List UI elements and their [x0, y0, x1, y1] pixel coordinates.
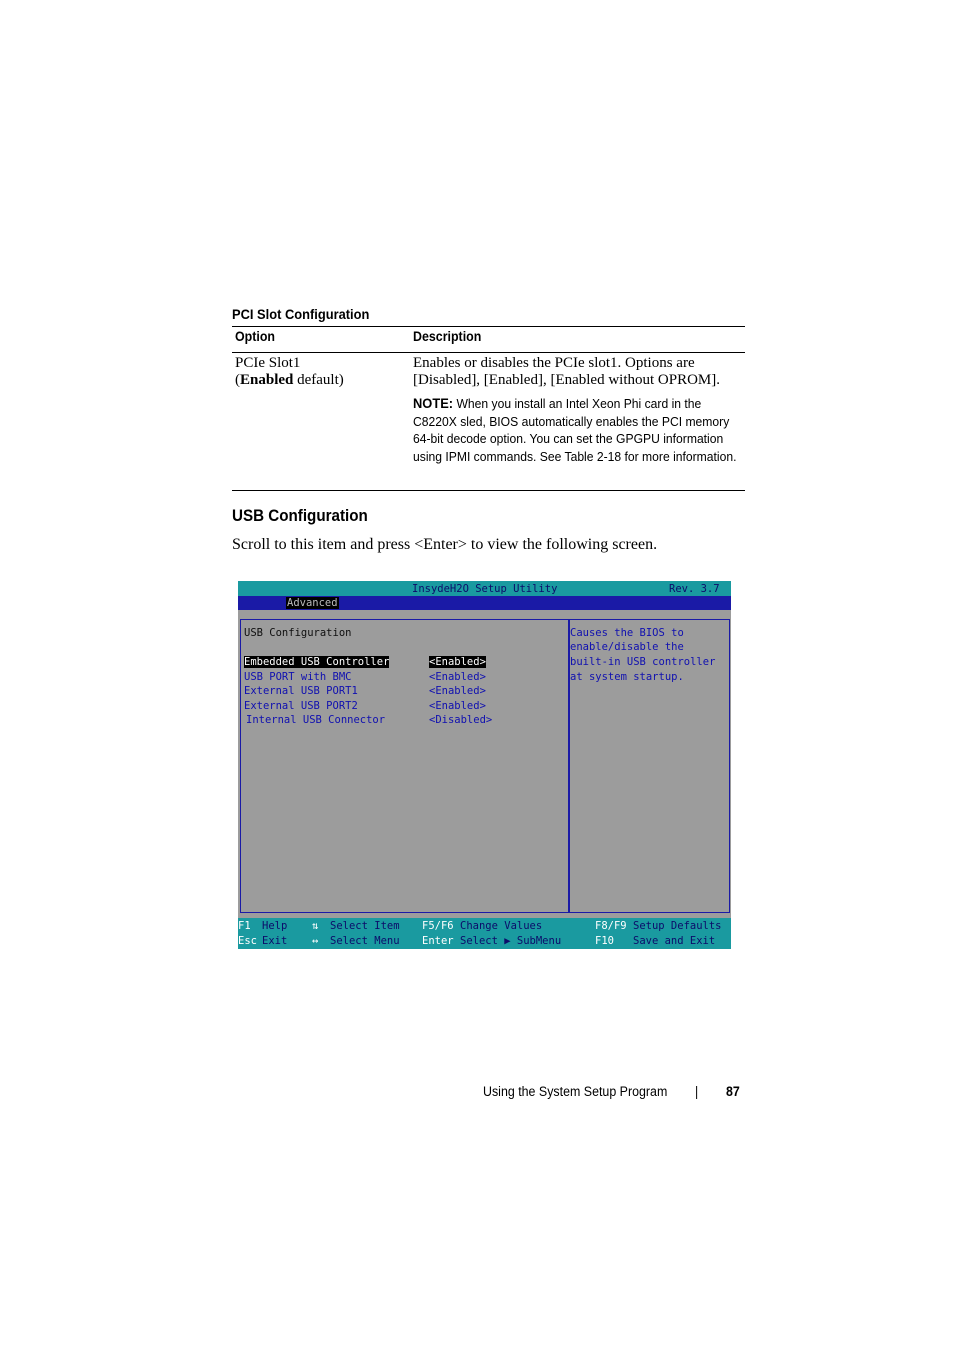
key-exit-label: Exit — [262, 935, 288, 947]
key-f8f9: F8/F9 — [595, 920, 627, 932]
bios-item-label[interactable]: USB PORT with BMC — [244, 671, 352, 683]
bios-screenshot — [238, 581, 731, 949]
note-label: NOTE: — [413, 395, 454, 411]
bios-item-label[interactable]: Embedded USB Controller — [244, 656, 390, 668]
bios-item-value[interactable]: <Enabled> — [429, 685, 486, 697]
option-name: PCIe Slot1 — [235, 355, 301, 371]
bios-help-line: Causes the BIOS to — [570, 627, 684, 639]
footer-separator: | — [695, 1084, 699, 1099]
bios-help-line: built-in USB controller — [570, 656, 716, 668]
bios-item-label[interactable]: External USB PORT2 — [244, 700, 358, 712]
key-esc: Esc — [238, 935, 257, 947]
header-option: Option — [235, 329, 276, 344]
key-f1: F1 — [238, 920, 251, 932]
leftright-arrows-icon: ↔ — [312, 935, 319, 947]
updown-arrows-icon: ⇅ — [312, 920, 319, 932]
bios-title: InsydeH2O Setup Utility — [412, 583, 558, 595]
bios-menu-bar — [238, 596, 731, 610]
key-select-item-label: Select Item — [330, 920, 400, 932]
footer-chapter: Using the System Setup Program — [483, 1084, 668, 1099]
note-block — [413, 395, 741, 465]
table-top-rule — [232, 326, 745, 327]
bios-key-bar — [238, 918, 731, 949]
section-body: Scroll to this item and press <Enter> to view the following screen. — [232, 536, 658, 553]
note-text: When you install an Intel Xeon Phi card in the C8220X sled, BIOS automatically enables the PCI memory 64-bit decode option. You can set the GPGPU information using IPMI commands. See Table 2-18 for more information. — [413, 396, 737, 464]
bios-item-value[interactable]: <Enabled> — [429, 671, 486, 683]
bios-help-line: enable/disable the — [570, 641, 684, 653]
key-select-submenu-label: Select ▶ SubMenu — [460, 935, 562, 947]
table-bottom-rule — [232, 490, 745, 491]
description-cell: Enables or disables the PCIe slot1. Options are [Disabled], [Enabled], [Enabled without OPROM]. — [413, 355, 721, 388]
option-default: (Enabled default) — [235, 372, 344, 388]
key-select-menu-label: Select Menu — [330, 935, 400, 947]
key-help-label: Help — [262, 920, 288, 932]
header-rule — [232, 352, 745, 353]
bios-item-value[interactable]: <Enabled> — [429, 700, 486, 712]
key-f10: F10 — [595, 935, 614, 947]
bios-help-line: at system startup. — [570, 671, 684, 683]
section-heading: USB Configuration — [232, 507, 368, 525]
bios-rev: Rev. 3.7 — [669, 583, 720, 595]
option-cell — [235, 355, 344, 389]
header-description: Description — [413, 329, 482, 344]
key-setup-defaults-label: Setup Defaults — [633, 920, 722, 932]
key-enter: Enter — [422, 935, 454, 947]
bios-panel-title: USB Configuration — [244, 627, 352, 639]
page-number: 87 — [726, 1084, 740, 1099]
bios-item-value[interactable]: <Enabled> — [429, 656, 486, 668]
bios-item-value[interactable]: <Disabled> — [429, 714, 493, 726]
bios-item-label[interactable]: Internal USB Connector — [246, 714, 386, 726]
bios-title-bar — [238, 581, 731, 596]
key-change-values-label: Change Values — [460, 920, 543, 932]
bios-item-label[interactable]: External USB PORT1 — [244, 685, 358, 697]
table-title: PCI Slot Configuration — [232, 306, 370, 322]
key-save-exit-label: Save and Exit — [633, 935, 716, 947]
tab-advanced[interactable]: Advanced — [287, 597, 338, 609]
key-f5f6: F5/F6 — [422, 920, 454, 932]
